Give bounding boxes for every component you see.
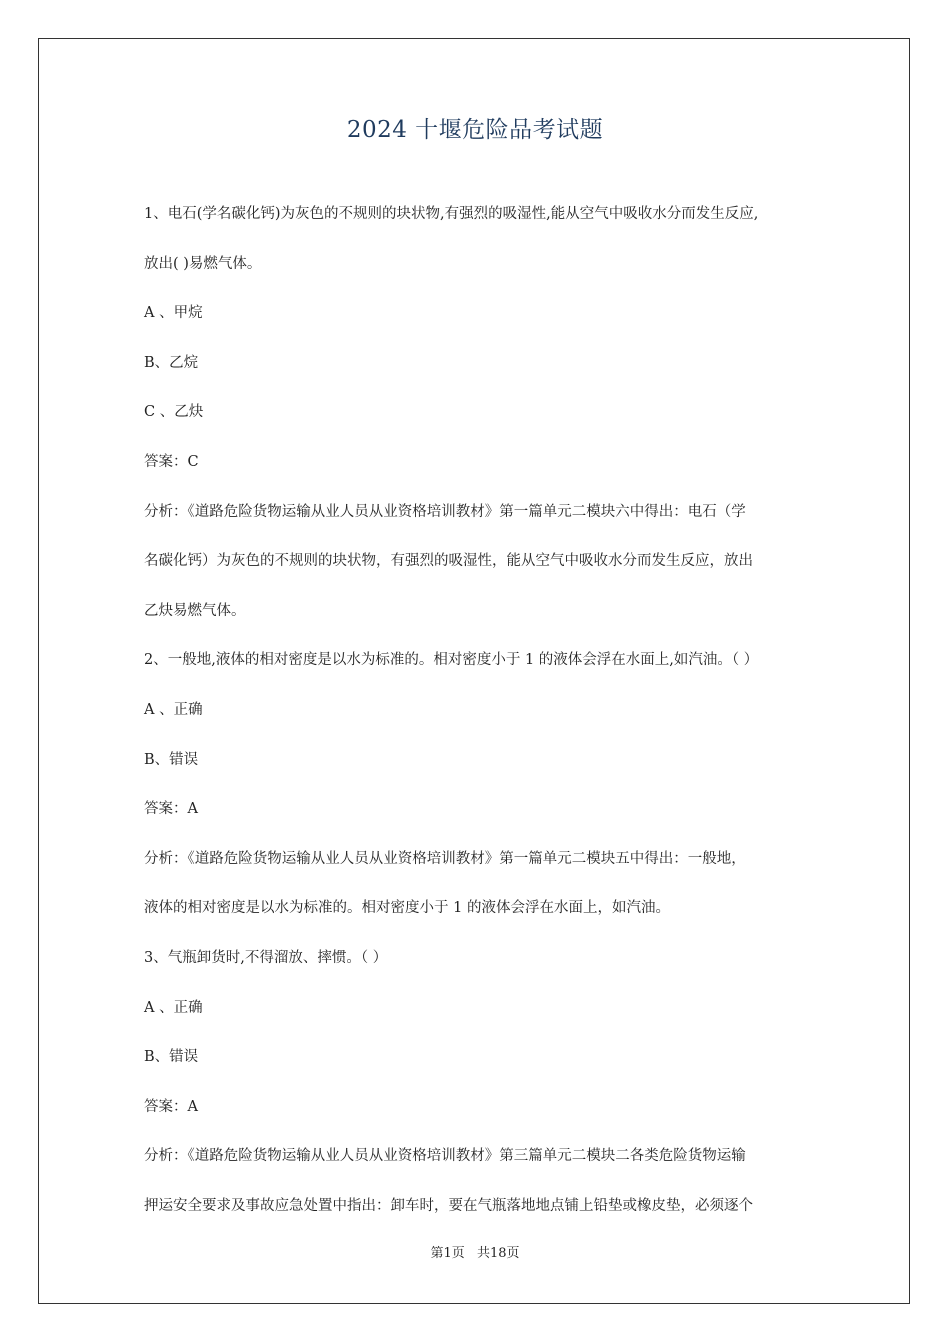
- option-line: B、错误: [144, 751, 199, 768]
- page-number: 第1页: [430, 1246, 465, 1261]
- page-footer: [0, 1244, 950, 1264]
- analysis-line: 押运安全要求及事故应急处置中指出：卸车时，要在气瓶落地地点铺上铅垫或橡皮垫，必须逐个: [144, 1197, 753, 1214]
- body-line: 2、一般地,液体的相对密度是以水为标准的。相对密度小于 1 的液体会浮在水面上,如汽油。（ ）: [144, 652, 759, 669]
- answer-line: 答案：A: [144, 801, 198, 818]
- analysis-line: 乙炔易燃气体。: [144, 602, 246, 619]
- option-line: C 、乙炔: [144, 404, 204, 421]
- option-line: B、错误: [144, 1049, 199, 1066]
- answer-line: 答案：A: [144, 1098, 198, 1115]
- document-body: [144, 196, 824, 1237]
- option-line: A 、正确: [144, 999, 203, 1016]
- document-title: 2024 十堰危险品考试题: [346, 117, 604, 143]
- body-line: 放出( )易燃气体。: [144, 255, 262, 272]
- analysis-line: 分析：《道路危险货物运输从业人员从业资格培训教材》第一篇单元二模块五中得出：一般地，: [144, 850, 746, 867]
- answer-line: 答案：C: [144, 453, 199, 470]
- body-line: 3、气瓶卸货时,不得溜放、摔惯。（ ）: [144, 949, 388, 966]
- page-total: 共18页: [476, 1246, 520, 1261]
- option-line: A 、正确: [144, 701, 203, 718]
- option-line: A 、甲烷: [144, 305, 203, 322]
- analysis-line: 分析：《道路危险货物运输从业人员从业资格培训教材》第三篇单元二模块二各类危险货物运输: [144, 1148, 746, 1165]
- analysis-line: 分析：《道路危险货物运输从业人员从业资格培训教材》第一篇单元二模块六中得出：电石（学: [144, 503, 746, 520]
- body-line: 1、电石(学名碳化钙)为灰色的不规则的块状物,有强烈的吸湿性,能从空气中吸收水分而发生反应,: [144, 206, 759, 222]
- analysis-line: 名碳化钙）为灰色的不规则的块状物，有强烈的吸湿性，能从空气中吸收水分而发生反应，放出: [144, 553, 753, 570]
- analysis-line: 液体的相对密度是以水为标准的。相对密度小于 1 的液体会浮在水面上，如汽油。: [144, 900, 670, 917]
- option-line: B、乙烷: [144, 354, 199, 371]
